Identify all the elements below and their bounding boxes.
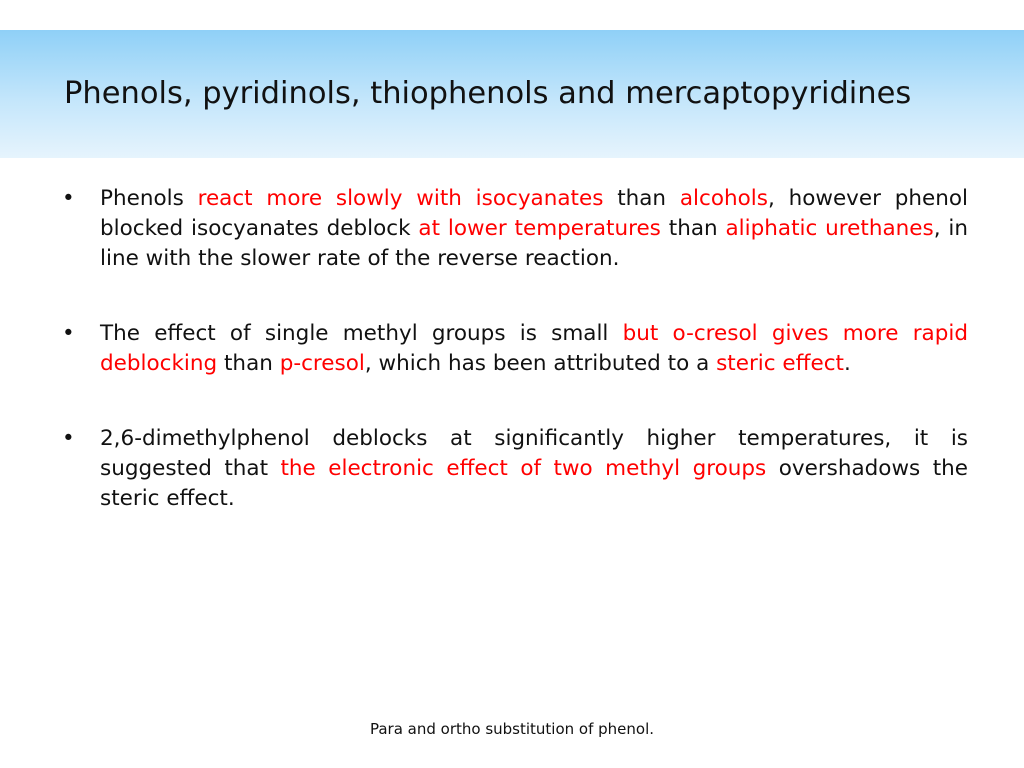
bullet-text: than: [603, 186, 680, 211]
highlighted-text: the electronic effect of two methyl groups: [280, 456, 767, 481]
bullet-text: The effect of single methyl groups is small: [100, 321, 623, 346]
highlighted-text: aliphatic urethanes: [725, 216, 934, 241]
bullet-text: , however phenol blocked isocyanates deblock: [100, 186, 969, 241]
bullet-text: than: [660, 216, 726, 241]
slide-caption: Para and ortho substitution of phenol.: [369, 720, 655, 738]
bullet-text: Phenols: [100, 186, 198, 211]
bullet-item: [62, 184, 969, 274]
bullet-marker: •: [62, 426, 75, 451]
highlighted-text: steric effect: [716, 351, 844, 376]
highlighted-text: at lower temperatures: [418, 216, 661, 241]
highlighted-text: alcohols: [679, 186, 768, 211]
bullet-text: , in line with the slower rate of the reverse reaction.: [100, 216, 968, 271]
highlighted-text: p-cresol: [279, 351, 365, 376]
bullet-text: , which has been attributed to a: [364, 351, 717, 376]
bullet-text: 2,6-dimethylphenol deblocks at significantly higher temperatures, it is suggested that: [100, 426, 968, 481]
highlighted-text: but o-cresol gives more rapid deblocking: [100, 321, 968, 376]
bullet-item: [62, 424, 969, 514]
bullet-marker: •: [62, 321, 75, 346]
bullet-item: [62, 319, 968, 379]
bullet-list: [62, 184, 969, 514]
bullet-text: overshadows the steric effect.: [100, 456, 969, 511]
bullet-text: .: [843, 351, 851, 376]
bullet-marker: •: [62, 186, 75, 211]
highlighted-text: react more slowly with isocyanates: [197, 186, 604, 211]
slide-title: Phenols, pyridinols, thiophenols and mercaptopyridines: [64, 76, 912, 111]
bullet-text: than: [217, 351, 280, 376]
